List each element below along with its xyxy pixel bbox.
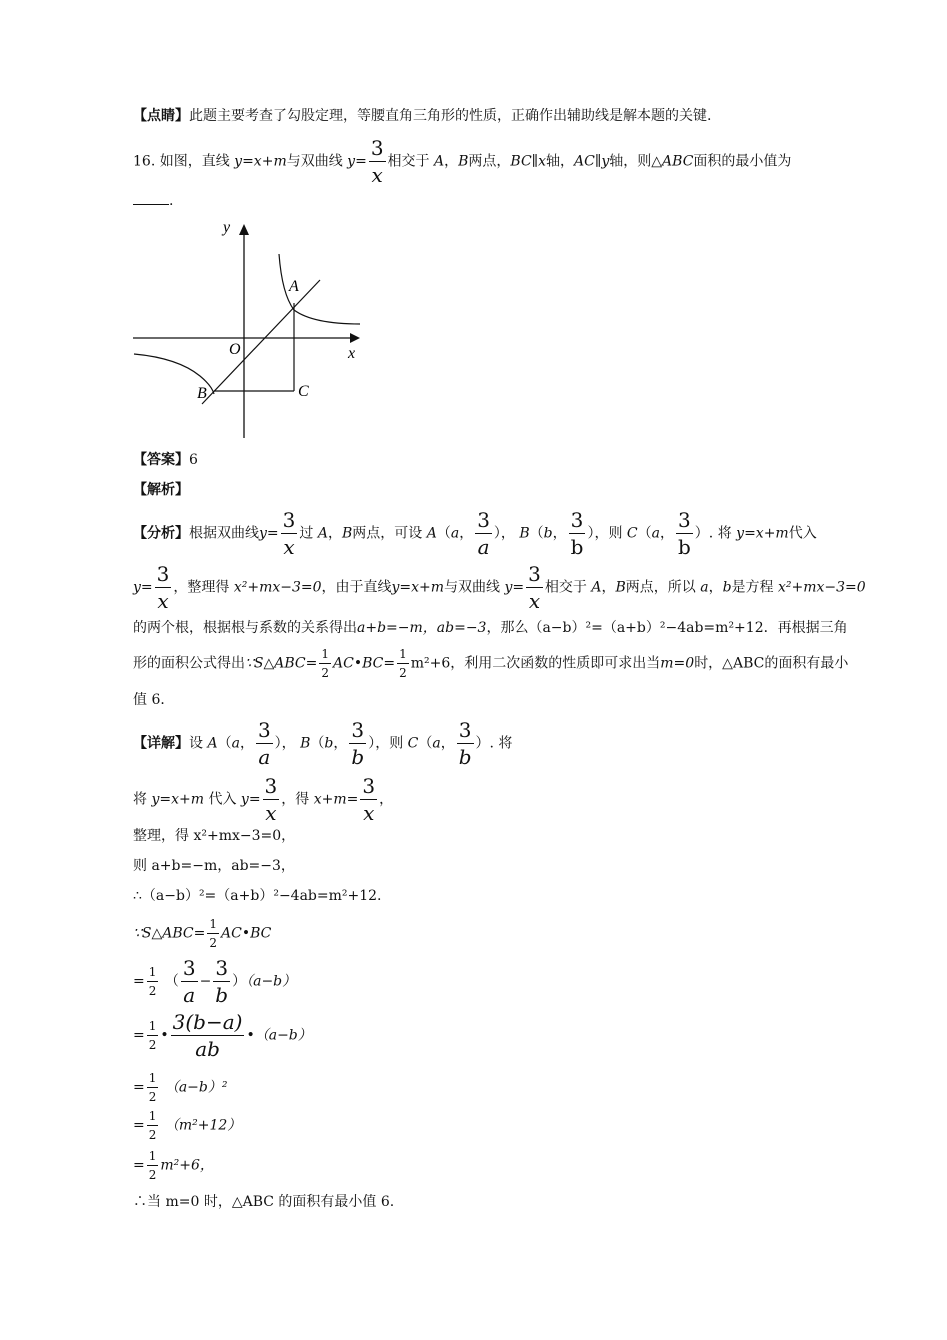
- text: 将: [133, 791, 147, 808]
- tip-line: [133, 106, 711, 126]
- num: 3: [457, 720, 474, 744]
- half: [397, 648, 409, 679]
- eq: m²+6，: [160, 1157, 214, 1174]
- point: B: [300, 735, 311, 752]
- detail-label: 【详解】: [133, 735, 189, 752]
- text: ），: [274, 735, 296, 752]
- answer-blank: [133, 190, 169, 205]
- origin-label: O: [229, 341, 241, 358]
- text: 是方程: [731, 579, 774, 596]
- bc-parallel: BC∥x: [510, 153, 547, 170]
- text: 根据双曲线: [189, 525, 259, 542]
- text: 设: [189, 735, 203, 752]
- fraction: [569, 510, 586, 557]
- num: 3: [182, 956, 196, 980]
- eq: x+m=: [313, 791, 359, 808]
- var: b: [324, 735, 334, 752]
- point-b: B: [458, 153, 469, 170]
- den: b: [458, 745, 472, 769]
- label-b: B: [197, 385, 207, 402]
- text: ），: [493, 525, 515, 542]
- text: 整理，得 x²+mx−3=0，: [133, 828, 296, 844]
- comma: ，: [379, 791, 394, 808]
- fraction: [171, 1012, 245, 1059]
- fraction: [457, 720, 474, 767]
- detail-line-11: [133, 1150, 214, 1181]
- text: 形的面积公式得出: [133, 655, 245, 672]
- fenxi-line-2: [133, 564, 866, 611]
- answer-line: [133, 450, 198, 470]
- text: 则: [608, 525, 623, 542]
- num: 1: [147, 966, 159, 982]
- num: 3(b−a): [172, 1010, 243, 1034]
- fenxi-line-3: [133, 618, 848, 638]
- analysis-label: 【解析】: [133, 482, 189, 498]
- den: 2: [399, 666, 407, 680]
- num: 3: [282, 508, 296, 532]
- text: 值 6．: [133, 692, 175, 708]
- den: b: [677, 535, 691, 559]
- text: 则: [389, 735, 404, 752]
- text: （: [418, 735, 433, 752]
- hyperbola-equation: y=: [347, 153, 367, 170]
- text: ），: [587, 525, 609, 542]
- fenxi-line-1: [133, 510, 817, 557]
- den: x: [283, 535, 295, 559]
- num: 3: [528, 562, 541, 586]
- point: B: [341, 525, 353, 542]
- text: 两点，所以: [625, 579, 696, 596]
- detail-line-5: [133, 886, 382, 906]
- question-text: 轴，: [546, 153, 575, 170]
- eq: y=: [259, 525, 279, 542]
- text: 则 a+b=−m，ab=−3，: [133, 858, 295, 874]
- half: [147, 1020, 159, 1051]
- text: 的两个根，根据根与系数的关系得出: [133, 620, 357, 636]
- coordinate-figure: [128, 216, 368, 444]
- point: A: [591, 579, 602, 596]
- den: x: [265, 801, 277, 825]
- text: ，整理得: [173, 579, 230, 596]
- text: 两点，可设: [352, 525, 423, 542]
- ac-parallel: AC∥y: [574, 153, 610, 170]
- detail-line-8: = $\frac{1}{2}$ • $\frac{3(b-a)}{ab}$ •（a−b）: [133, 1010, 312, 1061]
- comma: ，: [459, 525, 474, 542]
- var: a: [450, 525, 460, 542]
- text: （: [310, 735, 325, 752]
- den: 2: [148, 1128, 157, 1142]
- eq: y=x+m: [736, 525, 789, 542]
- eq: x²+mx−3=0: [233, 579, 322, 596]
- point: A: [317, 525, 328, 542]
- period: .: [169, 193, 174, 209]
- den: 2: [148, 984, 157, 998]
- equals: =: [133, 1117, 145, 1134]
- eq: x²+mx−3=0: [778, 579, 866, 596]
- fraction: [676, 510, 693, 557]
- eq: （a−b）: [254, 1027, 312, 1044]
- tip-text: 此题主要考查了勾股定理，等腰直角三角形的性质，正确作出辅助线是解本题的关键.: [189, 108, 712, 124]
- num: 1: [147, 1020, 159, 1036]
- text: （: [217, 735, 232, 752]
- detail-line-10: [133, 1110, 241, 1141]
- point-a: A: [434, 153, 445, 170]
- num: 1: [147, 1072, 159, 1088]
- den: 2: [148, 1090, 157, 1104]
- half: [147, 1110, 159, 1141]
- question-text: 相交于: [387, 153, 430, 170]
- num: 3: [349, 720, 366, 744]
- question-text: 两点，: [468, 153, 511, 170]
- question-text: 轴，则△: [609, 153, 663, 170]
- comma: ，: [333, 735, 348, 752]
- comma: ，: [659, 525, 674, 542]
- fraction: [263, 776, 280, 823]
- point: A: [207, 735, 218, 752]
- eq: AC•BC=: [333, 655, 396, 672]
- den: a: [258, 745, 271, 769]
- answer-value: 6: [189, 452, 198, 468]
- equals: =: [133, 1027, 145, 1044]
- den: b: [215, 983, 229, 1007]
- eq: ∵S△ABC=: [245, 655, 318, 672]
- detail-line-7: = $\frac{1}{2}$ （ $\frac{3}{a}$ − $\frac{3}{b}$ ）（a−b）: [133, 956, 297, 1007]
- text: ）. 将: [475, 735, 513, 752]
- num: 3: [362, 774, 376, 798]
- den: a: [477, 535, 490, 559]
- denominator: x: [371, 163, 383, 187]
- eq: y=: [240, 791, 261, 808]
- den: 2: [148, 1038, 157, 1052]
- detail-line-12: [133, 1192, 394, 1212]
- point: C: [407, 735, 419, 752]
- question-text: 与双曲线: [286, 153, 343, 170]
- var: a: [432, 735, 441, 752]
- eq: y=: [133, 579, 153, 596]
- var: a: [651, 525, 660, 542]
- eq: （m²+12）: [164, 1117, 242, 1134]
- detail-line-9: [133, 1072, 227, 1103]
- equals: =: [133, 1079, 145, 1096]
- numerator: 3: [370, 136, 384, 160]
- triangle-abc: ABC: [662, 153, 694, 170]
- half: [147, 966, 159, 997]
- num: 1: [207, 918, 219, 934]
- var: a: [700, 579, 709, 596]
- num: 1: [397, 648, 409, 664]
- eq: （a−b）: [246, 973, 297, 990]
- text: （: [436, 525, 451, 542]
- fraction: [360, 776, 377, 823]
- label-a: A: [289, 278, 299, 295]
- comma: ，: [708, 579, 723, 596]
- answer-blank-line: [133, 190, 173, 211]
- y-label: y: [223, 219, 231, 236]
- analysis-heading: [133, 480, 189, 500]
- num: 3: [569, 510, 586, 534]
- half: [207, 918, 219, 949]
- fraction: [213, 958, 230, 1005]
- num: 1: [147, 1150, 159, 1166]
- y-axis-arrow-icon: [239, 224, 249, 235]
- fraction: [155, 564, 172, 611]
- text: 时，△ABC的面积有最小: [694, 655, 849, 672]
- den: x: [363, 801, 375, 825]
- den: x: [157, 589, 169, 613]
- fraction: [526, 564, 543, 611]
- fraction: [281, 510, 298, 557]
- comma: ，: [552, 525, 567, 542]
- fraction: [349, 720, 366, 767]
- fraction-3-over-x: [369, 138, 386, 185]
- text: 与双曲线: [444, 579, 501, 596]
- eq: y=: [504, 579, 525, 596]
- text: ∴（a−b）²=（a+b）²−4ab=m²+12.: [133, 888, 382, 904]
- question-number: 16.: [133, 153, 156, 170]
- question-line: [133, 138, 791, 185]
- point: B: [519, 525, 530, 542]
- text: 相交于: [544, 579, 587, 596]
- detail-line-3: [133, 826, 295, 846]
- half: [319, 648, 331, 679]
- den: ab: [195, 1037, 220, 1061]
- text: ，得: [281, 791, 310, 808]
- point: A: [426, 525, 437, 542]
- fenxi-label: 【分析】: [133, 525, 189, 542]
- num: 3: [264, 774, 278, 798]
- detail-line-4: [133, 856, 295, 876]
- eq: ∵S△ABC=: [133, 925, 206, 942]
- text: ），: [368, 735, 390, 752]
- half: [147, 1072, 159, 1103]
- text: ）. 将: [694, 525, 732, 542]
- var: a: [231, 735, 240, 752]
- text: 代入: [788, 525, 817, 542]
- comma: ，: [444, 153, 459, 170]
- eq: y=x+m: [151, 791, 204, 808]
- var: b: [722, 579, 732, 596]
- eq: y=x+m: [391, 579, 445, 596]
- equals: =: [133, 973, 145, 990]
- den: a: [183, 983, 196, 1007]
- eq: m=0: [660, 655, 695, 672]
- comma: ，: [239, 735, 254, 752]
- fenxi-line-5: [133, 690, 174, 710]
- tip-label: 【点睛】: [133, 108, 189, 124]
- fraction: [475, 510, 492, 557]
- num: 3: [477, 508, 490, 532]
- num: 1: [147, 1110, 159, 1126]
- text: ，那么（a−b）²=（a+b）²−4ab=m²+12．再根据三角: [486, 620, 848, 636]
- comma: ，: [327, 525, 342, 542]
- label-c: C: [298, 383, 309, 400]
- eq: （a−b）²: [164, 1079, 228, 1096]
- fenxi-line-4: [133, 648, 848, 679]
- half: [147, 1150, 159, 1181]
- num: 3: [213, 958, 230, 982]
- equals: =: [133, 1157, 145, 1174]
- eq: a+b=−m，ab=−3: [357, 620, 487, 636]
- num: 1: [319, 648, 331, 664]
- text: ∴当 m=0 时，△ABC 的面积有最小值 6.: [133, 1194, 395, 1210]
- x-label: x: [348, 345, 356, 362]
- num: 3: [676, 510, 693, 534]
- detail-line-2: [133, 776, 393, 823]
- den: b: [570, 535, 584, 559]
- answer-label: 【答案】: [133, 452, 189, 468]
- text: （: [637, 525, 652, 542]
- text: ，由于直线: [321, 579, 392, 596]
- line-equation: y=x+m: [234, 153, 287, 170]
- point: C: [626, 525, 638, 542]
- detail-line-6: [133, 918, 271, 949]
- comma: ，: [601, 579, 616, 596]
- den: x: [528, 589, 541, 613]
- eq: AC•BC: [221, 925, 272, 942]
- text: 代入: [208, 791, 237, 808]
- fraction: [256, 720, 273, 767]
- comma: ，: [440, 735, 455, 752]
- question-text: 如图，直线: [159, 153, 230, 170]
- den: 2: [209, 936, 218, 950]
- var: b: [543, 525, 553, 542]
- den: b: [351, 745, 365, 769]
- point: B: [615, 579, 626, 596]
- text: （: [529, 525, 544, 542]
- den: 2: [148, 1168, 157, 1182]
- text: 过: [299, 525, 314, 542]
- fraction: [181, 958, 198, 1005]
- x-axis-arrow-icon: [350, 333, 360, 343]
- question-text: 面积的最小值为: [693, 153, 792, 170]
- num: 3: [257, 718, 271, 742]
- den: 2: [321, 666, 330, 680]
- num: 3: [156, 562, 170, 586]
- text: m²+6，利用二次函数的性质即可求出当: [410, 655, 661, 672]
- detail-line-1: [133, 720, 512, 767]
